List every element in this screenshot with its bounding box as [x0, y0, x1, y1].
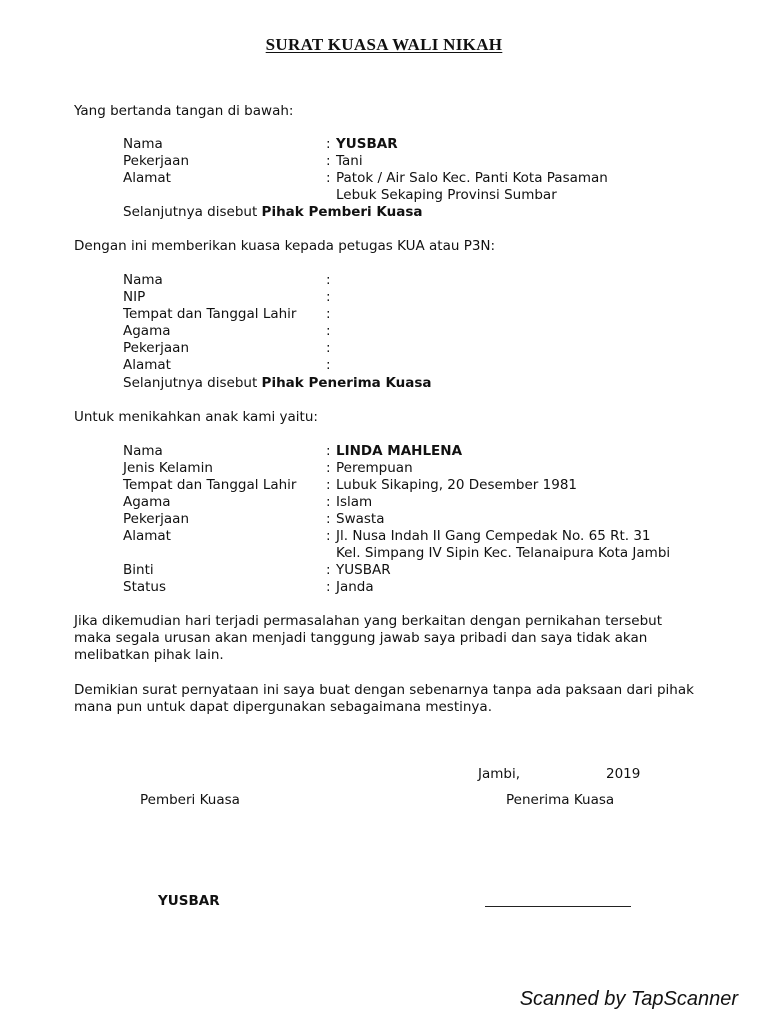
anak-alamat-value-line1: Jl. Nusa Indah II Gang Cempedak No. 65 Rt. 31 — [336, 528, 651, 544]
anak-nama-row: Nama : LINDA MAHLENA — [123, 443, 463, 459]
penerima-pekerjaan-label: Pekerjaan — [123, 340, 190, 356]
pemberi-nama-row: Nama : YUSBAR — [123, 136, 398, 152]
anak-jk-label: Jenis Kelamin — [123, 460, 213, 476]
anak-nama-value: LINDA MAHLENA — [336, 443, 463, 459]
pemberi-alamat-value-line1: Patok / Air Salo Kec. Panti Kota Pasaman — [336, 170, 608, 186]
pemberi-nama-value: YUSBAR — [336, 136, 398, 152]
penerima-nip-label: NIP — [123, 289, 146, 305]
anak-status-row: Status : Janda — [123, 579, 374, 595]
anak-agama-label: Agama — [123, 494, 171, 510]
penerima-selanjutnya — [123, 375, 432, 392]
intro-text: Yang bertanda tangan di bawah: — [74, 103, 294, 119]
pemberi-selanjutnya-bold: Pihak Pemberi Kuasa — [261, 204, 423, 220]
pemberi-signature-name: YUSBAR — [158, 893, 220, 909]
penerima-pekerjaan-row: Pekerjaan : — [123, 340, 331, 356]
anak-status-value: Janda — [336, 579, 374, 595]
penerima-nama-label: Nama — [123, 272, 163, 288]
anak-nama-label: Nama — [123, 443, 163, 459]
pemberi-pekerjaan-row: Pekerjaan : Tani — [123, 153, 363, 169]
anak-agama-value: Islam — [336, 494, 373, 510]
paragraph-tanggung-jawab: Jika dikemudian hari terjadi permasalahan yang berkaitan dengan pernikahan tersebut maka segala urusan akan menjadi tanggung jawab saya pribadi dan saya tidak akan melibatkan pihak lain. — [74, 613, 662, 663]
pemberi-selanjutnya-prefix: Selanjutnya disebut — [123, 204, 258, 220]
anak-ttl-label: Tempat dan Tanggal Lahir — [123, 477, 297, 493]
penerima-nip-row: NIP : — [123, 289, 331, 305]
signature-place: Jambi, — [478, 766, 521, 782]
pemberi-alamat-row: Alamat : Patok / Air Salo Kec. Panti Kota Pasaman — [123, 170, 608, 186]
anak-binti-value: YUSBAR — [336, 562, 391, 578]
anak-binti-row: Binti : YUSBAR — [123, 562, 391, 578]
penerima-selanjutnya-bold: Pihak Penerima Kuasa — [261, 375, 432, 391]
anak-pekerjaan-value: Swasta — [336, 511, 385, 527]
anak-ttl-value: Lubuk Sikaping, 20 Desember 1981 — [336, 477, 578, 493]
anak-pekerjaan-label: Pekerjaan — [123, 511, 190, 527]
pemberi-alamat-label: Alamat — [123, 170, 171, 186]
penerima-agama-row: Agama : — [123, 323, 331, 339]
anak-jk-value: Perempuan — [336, 460, 413, 476]
pemberi-pekerjaan-label: Pekerjaan — [123, 153, 190, 169]
anak-pekerjaan-row: Pekerjaan : Swasta — [123, 511, 385, 527]
anak-intro-text: Untuk menikahkan anak kami yaitu: — [74, 409, 318, 425]
pemberi-nama-label: Nama — [123, 136, 163, 152]
pemberi-selanjutnya — [123, 204, 422, 221]
penerima-selanjutnya-prefix: Selanjutnya disebut — [123, 375, 258, 391]
document-title: SURAT KUASA WALI NIKAH — [265, 35, 503, 54]
penerima-agama-label: Agama — [123, 323, 171, 339]
anak-agama-row: Agama : Islam — [123, 494, 373, 510]
penerima-ttl-label: Tempat dan Tanggal Lahir — [123, 306, 297, 322]
pemberi-pekerjaan-value: Tani — [336, 153, 363, 169]
penerima-signature-line — [485, 906, 631, 907]
pemberi-alamat-value-line2: Lebuk Sekaping Provinsi Sumbar — [336, 187, 557, 203]
penerima-alamat-label: Alamat — [123, 357, 171, 373]
anak-binti-label: Binti — [123, 562, 154, 578]
anak-jk-row: Jenis Kelamin : Perempuan — [123, 460, 413, 476]
penerima-kuasa-label: Penerima Kuasa — [506, 792, 615, 808]
scanner-watermark: Scanned by TapScanner — [519, 988, 738, 1010]
anak-alamat-row: Alamat : Jl. Nusa Indah II Gang Cempedak No. 65 Rt. 31 — [123, 528, 651, 544]
penerima-nama-row: Nama : — [123, 272, 331, 288]
penerima-alamat-row: Alamat : — [123, 357, 331, 373]
anak-status-label: Status — [123, 579, 167, 595]
anak-alamat-value-line2: Kel. Simpang IV Sipin Kec. Telanaipura Kota Jambi — [336, 545, 671, 561]
anak-alamat-label: Alamat — [123, 528, 171, 544]
signature-year: 2019 — [606, 766, 641, 782]
anak-ttl-row: Tempat dan Tanggal Lahir : Lubuk Sikaping, 20 Desember 1981 — [123, 477, 578, 493]
penerima-intro-text: Dengan ini memberikan kuasa kepada petugas KUA atau P3N: — [74, 238, 496, 254]
penerima-ttl-row: Tempat dan Tanggal Lahir : — [123, 306, 331, 322]
paragraph-demikian: Demikian surat pernyataan ini saya buat dengan sebenarnya tanpa ada paksaan dari pihak mana pun untuk dapat dipergunakan sebagaimana mestinya. — [74, 682, 694, 715]
pemberi-kuasa-label: Pemberi Kuasa — [140, 792, 240, 808]
